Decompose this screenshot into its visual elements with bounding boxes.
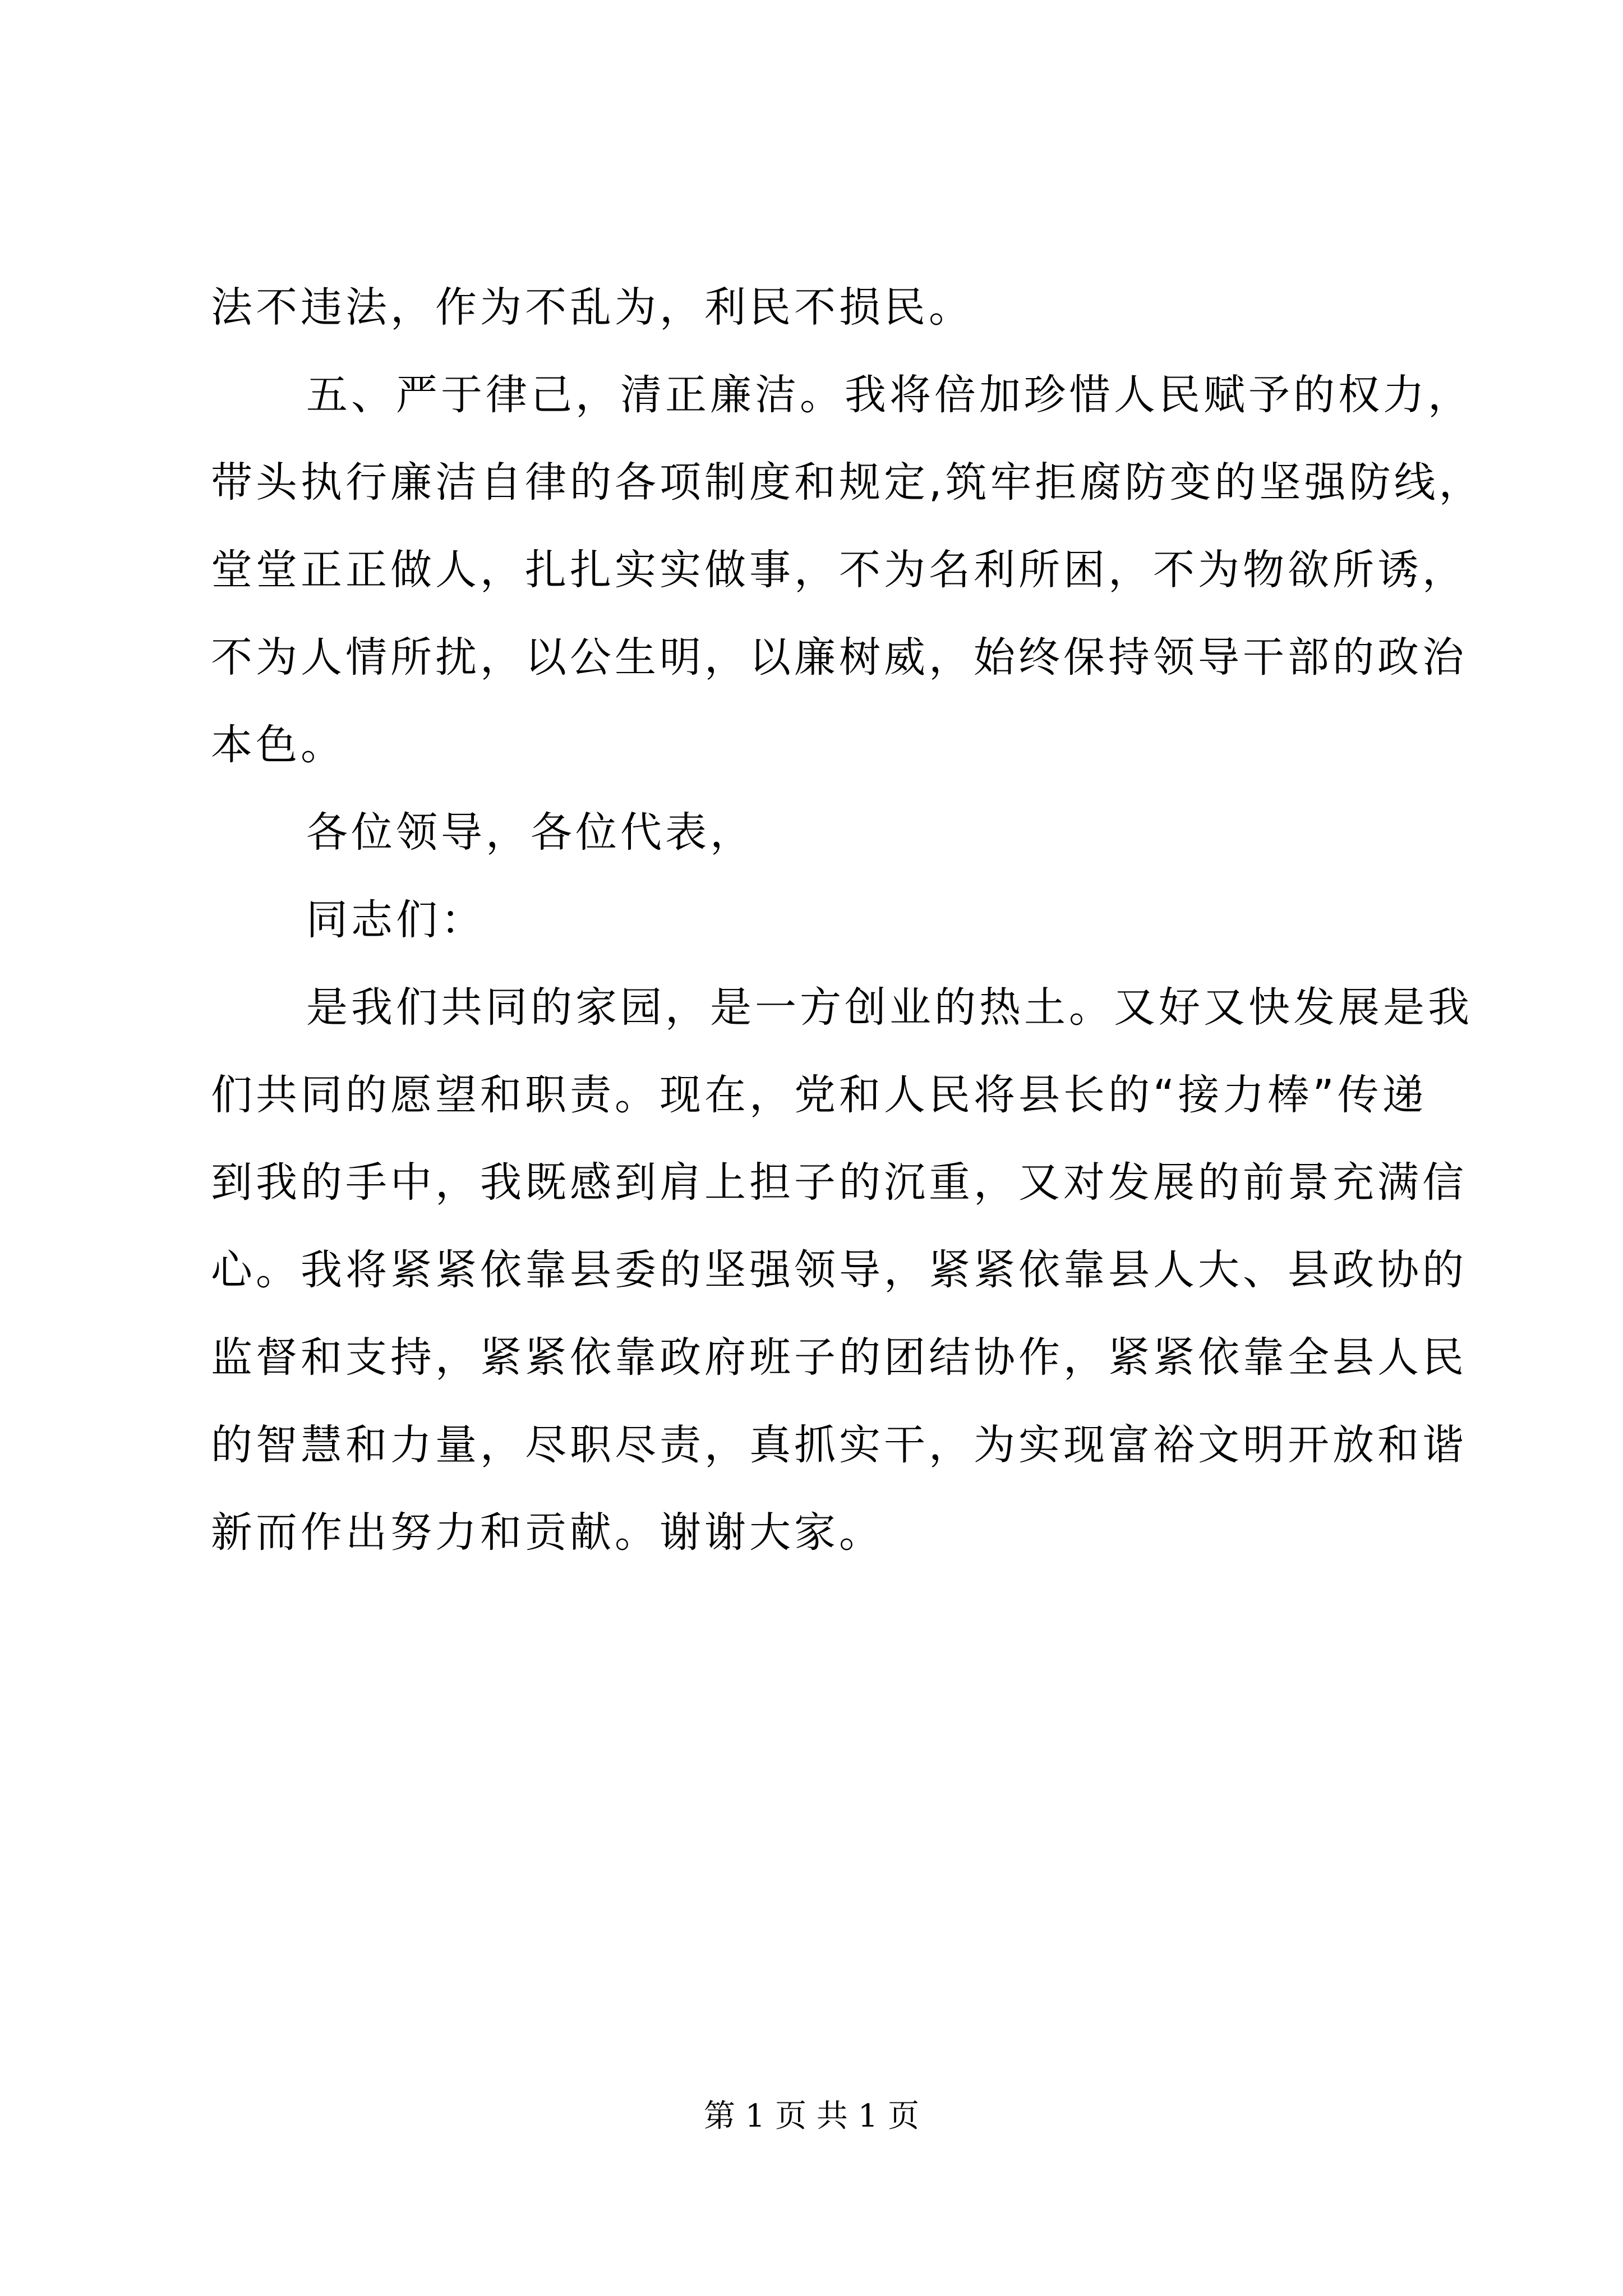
document-body bbox=[211, 264, 1484, 1576]
closing-paragraph-line: 是我们共同的家园，是一方创业的热土。又好又快发展是我 bbox=[306, 983, 1473, 1032]
text-line: 本色。 bbox=[211, 721, 345, 769]
text-line: 堂堂正正做人，扎扎实实做事，不为名利所困，不为物欲所诱， bbox=[211, 546, 1467, 594]
text-line: 心。我将紧紧依靠县委的坚强领导，紧紧依靠县人大、县政协的 bbox=[211, 1246, 1467, 1294]
text-line: 新而作出努力和贡献。谢谢大家。 bbox=[211, 1508, 884, 1557]
text-line: 们共同的愿望和职责。现在，党和人民将县长的“接力棒”传递 bbox=[211, 1071, 1427, 1119]
text-line: 的智慧和力量，尽职尽责，真抓实干，为实现富裕文明开放和谐 bbox=[211, 1421, 1467, 1469]
text-line: 带头执行廉洁自律的各项制度和规定,筑牢拒腐防变的坚强防线， bbox=[211, 458, 1484, 507]
paragraph-five-line: 五、严于律己，清正廉洁。我将倍加珍惜人民赋予的权力， bbox=[306, 371, 1473, 419]
text-line: 法不违法，作为不乱为，利民不损民。 bbox=[211, 283, 974, 332]
page-footer: 第 1 页 共 1 页 bbox=[703, 2098, 920, 2134]
text-line: 不为人情所扰，以公生明，以廉树威，始终保持领导干部的政治 bbox=[211, 633, 1467, 682]
salutation-line: 同志们： bbox=[306, 896, 486, 944]
text-line: 到我的手中，我既感到肩上担子的沉重，又对发展的前景充满信 bbox=[211, 1158, 1467, 1207]
text-line: 监督和支持，紧紧依靠政府班子的团结协作，紧紧依靠全县人民 bbox=[211, 1333, 1467, 1382]
salutation-line: 各位领导，各位代表， bbox=[306, 808, 755, 857]
